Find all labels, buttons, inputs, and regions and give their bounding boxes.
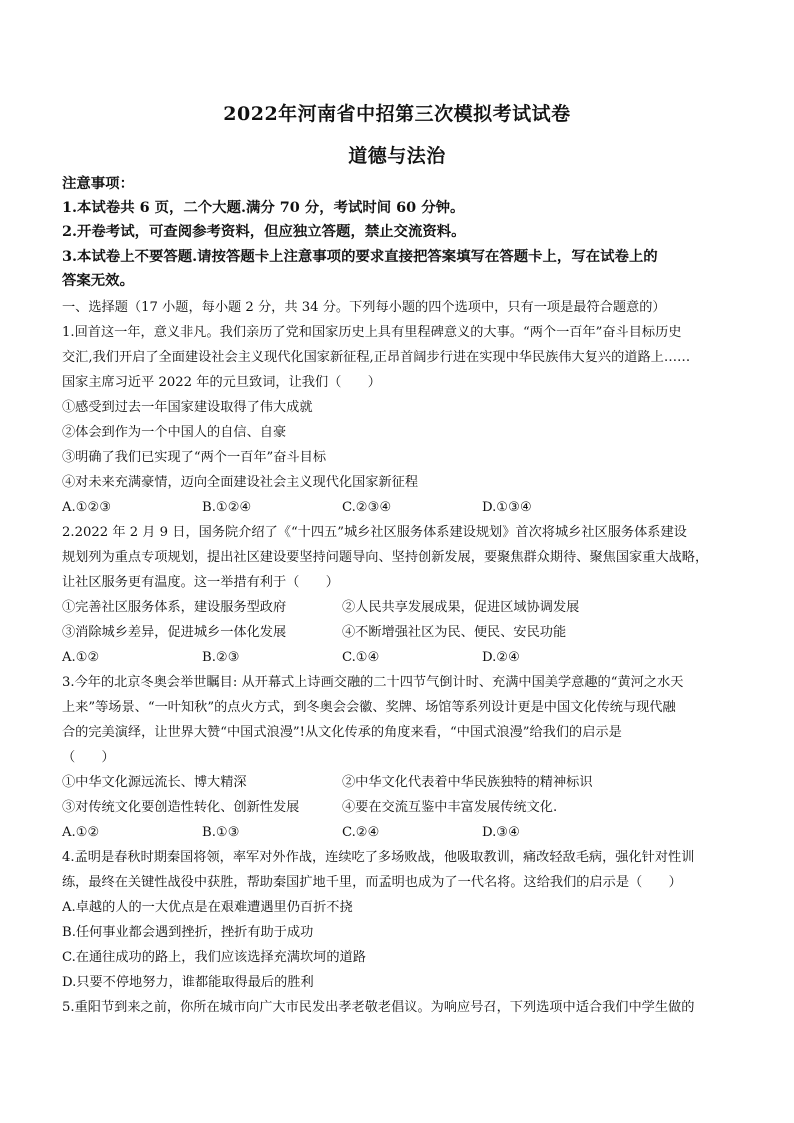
choice-option: A.①② <box>62 650 100 665</box>
question-stem-line: 让社区服务更有温度。这一举措有利于（ ） <box>62 575 339 590</box>
notice-item: 3.本试卷上不要答题.请按答题卡上注意事项的要求直接把答案填写在答题卡上，写在试卷上的 <box>62 248 658 265</box>
question-stem-line: （ ） <box>62 750 115 765</box>
question-stem-line: 国家主席习近平 2022 年的元旦致词，让我们（ ） <box>62 375 381 390</box>
question-stem-line: 合的完美演绎，让世界大赞“中国式浪漫”!从文化传承的角度来看，“中国式浪漫”给我们的启示是 <box>62 725 622 740</box>
question-stem-line: 交汇,我们开启了全面建设社会主义现代化国家新征程,正昂首阔步行进在实现中华民族伟大复兴的道路上…… <box>62 350 691 365</box>
statement-item: ②中华文化代表着中华民族独特的精神标识 <box>342 775 593 790</box>
choice-option: D.②④ <box>482 650 520 665</box>
section-heading: 一、选择题（17 小题，每小题 2 分，共 34 分。下列每小题的四个选项中，只有一项是最符合题意的） <box>62 300 666 315</box>
question-stem-line: 3.今年的北京冬奥会举世瞩目: 从开幕式上诗画交融的二十四节气倒计时、充满中国美学意趣的“黄河之水天 <box>62 675 684 690</box>
choice-option: A.卓越的人的一大优点是在艰难遭遇里仍百折不挠 <box>62 900 353 915</box>
question-stem-line: 上来”等场景、“一叶知秋”的点火方式，到冬奥会会徽、奖牌、场馆等系列设计更是中国文化传统与现代融 <box>62 700 676 715</box>
question-stem-line: 1.回首这一年，意义非凡。我们亲历了党和国家历史上具有里程碑意义的大事。“两个一百年”奋斗目标历史 <box>62 325 682 340</box>
choice-option: B.①②④ <box>202 500 252 515</box>
notice-heading: 注意事项： <box>62 175 134 192</box>
statement-item: ④不断增强社区为民、便民、安民功能 <box>342 625 567 640</box>
choice-option: D.③④ <box>482 825 520 840</box>
choice-option: C.②③④ <box>342 500 392 515</box>
choice-option: D.只要不停地努力，谁都能取得最后的胜利 <box>62 975 314 990</box>
choice-option: B.②③ <box>202 650 240 665</box>
question-stem-line: 2.2022 年 2 月 9 日，国务院介绍了《“十四五”城乡社区服务体系建设规划》首次将城乡社区服务体系建设 <box>62 525 687 540</box>
question-stem-line: 4.孟明是春秋时期秦国将领，率军对外作战，连续吃了多场败战，他吸取教训，痛改轻敌毛病，强化针对性训 <box>62 850 695 865</box>
statement-item: ②体会到作为一个中国人的自信、自豪 <box>62 425 287 440</box>
choice-option: A.①②③ <box>62 500 112 515</box>
question-stem-line: 练，最终在关键性战役中获胜，帮助秦国扩地千里，而孟明也成为了一代名将。这给我们的启示是（ ） <box>62 875 682 890</box>
choice-option: B.①③ <box>202 825 240 840</box>
choice-option: C.②④ <box>342 825 380 840</box>
statement-item: ③对传统文化要创造性转化、创新性发展 <box>62 800 300 815</box>
choice-option: D.①③④ <box>482 500 532 515</box>
statement-item: ③消除城乡差异，促进城乡一体化发展 <box>62 625 287 640</box>
notice-item: 1.本试卷共 6 页，二个大题.满分 70 分，考试时间 60 分钟。 <box>62 199 465 216</box>
statement-item: ④要在交流互鉴中丰富发展传统文化. <box>342 800 558 815</box>
statement-item: ④对未来充满豪情，迈向全面建设社会主义现代化国家新征程 <box>62 475 419 490</box>
notice-item: 2.开卷考试，可查阅参考资料，但应独立答题，禁止交流资料。 <box>62 223 466 240</box>
choice-option: A.①② <box>62 825 100 840</box>
question-stem-line: 5.重阳节到来之前，你所在城市向广大市民发出孝老敬老倡议。为响应号召，下列选项中适合我们中学生做的 <box>62 1000 695 1015</box>
choice-option: C.①④ <box>342 650 380 665</box>
exam-subject: 道德与法治 <box>348 145 446 167</box>
statement-item: ①中华文化源远流长、博大精深 <box>62 775 247 790</box>
question-stem-line: 规划列为重点专项规划，提出社区建设要坚持问题导向、坚持创新发展，要聚焦群众期待、聚焦国家重大战略， <box>62 550 709 565</box>
statement-item: ①感受到过去一年国家建设取得了伟大成就 <box>62 400 313 415</box>
choice-option: B.任何事业都会遇到挫折，挫折有助于成功 <box>62 925 314 940</box>
exam-title: 2022年河南省中招第三次模拟考试试卷 <box>223 103 571 125</box>
statement-item: ②人民共享发展成果，促进区域协调发展 <box>342 600 580 615</box>
statement-item: ①完善社区服务体系，建设服务型政府 <box>62 600 287 615</box>
choice-option: C.在通往成功的路上，我们应该选择充满坎坷的道路 <box>62 950 366 965</box>
statement-item: ③明确了我们已实现了“两个一百年”奋斗目标 <box>62 450 327 465</box>
notice-item: 答案无效。 <box>62 272 134 289</box>
